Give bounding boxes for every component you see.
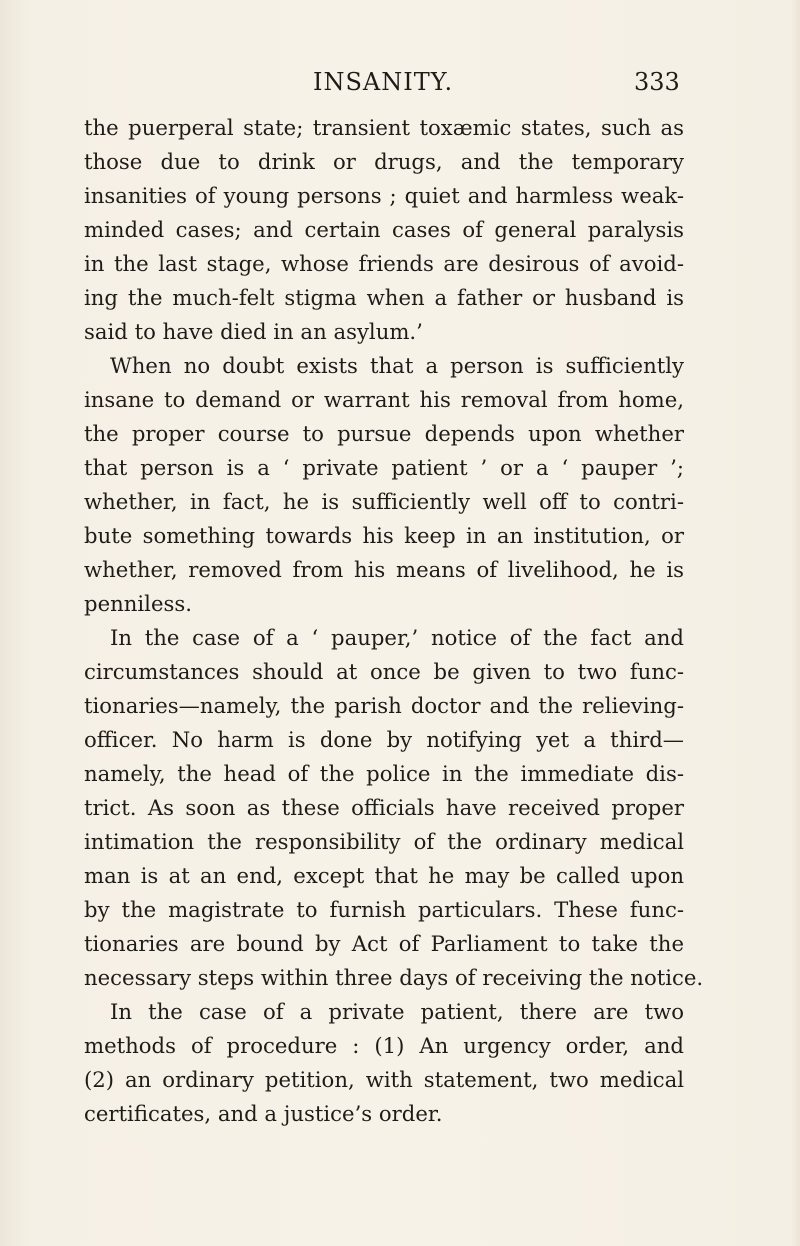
text-line: those due to drink or drugs, and the temporary: [84, 149, 684, 174]
text-line: insane to demand or warrant his removal from home,: [84, 387, 684, 412]
text-line: whether, in fact, he is sufficiently well off to contri-: [84, 489, 684, 514]
text-line: whether, removed from his means of livelihood, he is: [84, 557, 684, 582]
text-line: necessary steps within three days of receiving the notice.: [84, 965, 704, 990]
text-line: the puerperal state; transient toxæmic states, such as: [84, 115, 684, 140]
body-text: [84, 111, 704, 1131]
text-line: certificates, and a justice’s order.: [84, 1101, 443, 1126]
text-line: man is at an end, except that he may be called upon: [84, 863, 684, 888]
text-line: officer. No harm is done by notifying yet a third—: [84, 727, 684, 752]
text-line: insanities of young persons ; quiet and harmless weak-: [84, 183, 684, 208]
text-line: In the case of a ‘ pauper,’ notice of the fact and: [110, 625, 684, 650]
paragraph-3: [84, 621, 704, 995]
text-line: minded cases; and certain cases of general paralysis: [84, 217, 684, 242]
text-line: tionaries are bound by Act of Parliament to take the: [84, 931, 684, 956]
running-head: [0, 62, 800, 102]
text-line: penniless.: [84, 591, 192, 616]
text-line: the proper course to pursue depends upon whether: [84, 421, 684, 446]
text-line: said to have died in an asylum.’: [84, 319, 423, 344]
text-line: circumstances should at once be given to two func-: [84, 659, 684, 684]
paragraph-2: [84, 349, 684, 621]
text-line: In the case of a private patient, there are two: [110, 999, 684, 1024]
text-line: (2) an ordinary petition, with statement, two medical: [84, 1067, 684, 1092]
text-line: in the last stage, whose friends are desirous of avoid-: [84, 251, 684, 276]
text-line: trict. As soon as these officials have received proper: [84, 795, 684, 820]
page-number: 333: [634, 68, 680, 96]
text-line: namely, the head of the police in the immediate dis-: [84, 761, 684, 786]
text-line: bute something towards his keep in an institution, or: [84, 523, 684, 548]
text-line: that person is a ‘ private patient ’ or a ‘ pauper ’;: [84, 455, 684, 480]
text-line: ing the much-felt stigma when a father or husband is: [84, 285, 684, 310]
text-line: methods of procedure : (1) An urgency order, and: [84, 1033, 684, 1058]
text-line: When no doubt exists that a person is sufficiently: [110, 353, 684, 378]
paragraph-1: [84, 111, 684, 349]
text-line: by the magistrate to furnish particulars. These func-: [84, 897, 684, 922]
text-line: tionaries—namely, the parish doctor and the relieving-: [84, 693, 684, 718]
running-title: INSANITY.: [313, 68, 454, 96]
paragraph-4: [84, 995, 684, 1131]
text-line: intimation the responsibility of the ordinary medical: [84, 829, 684, 854]
